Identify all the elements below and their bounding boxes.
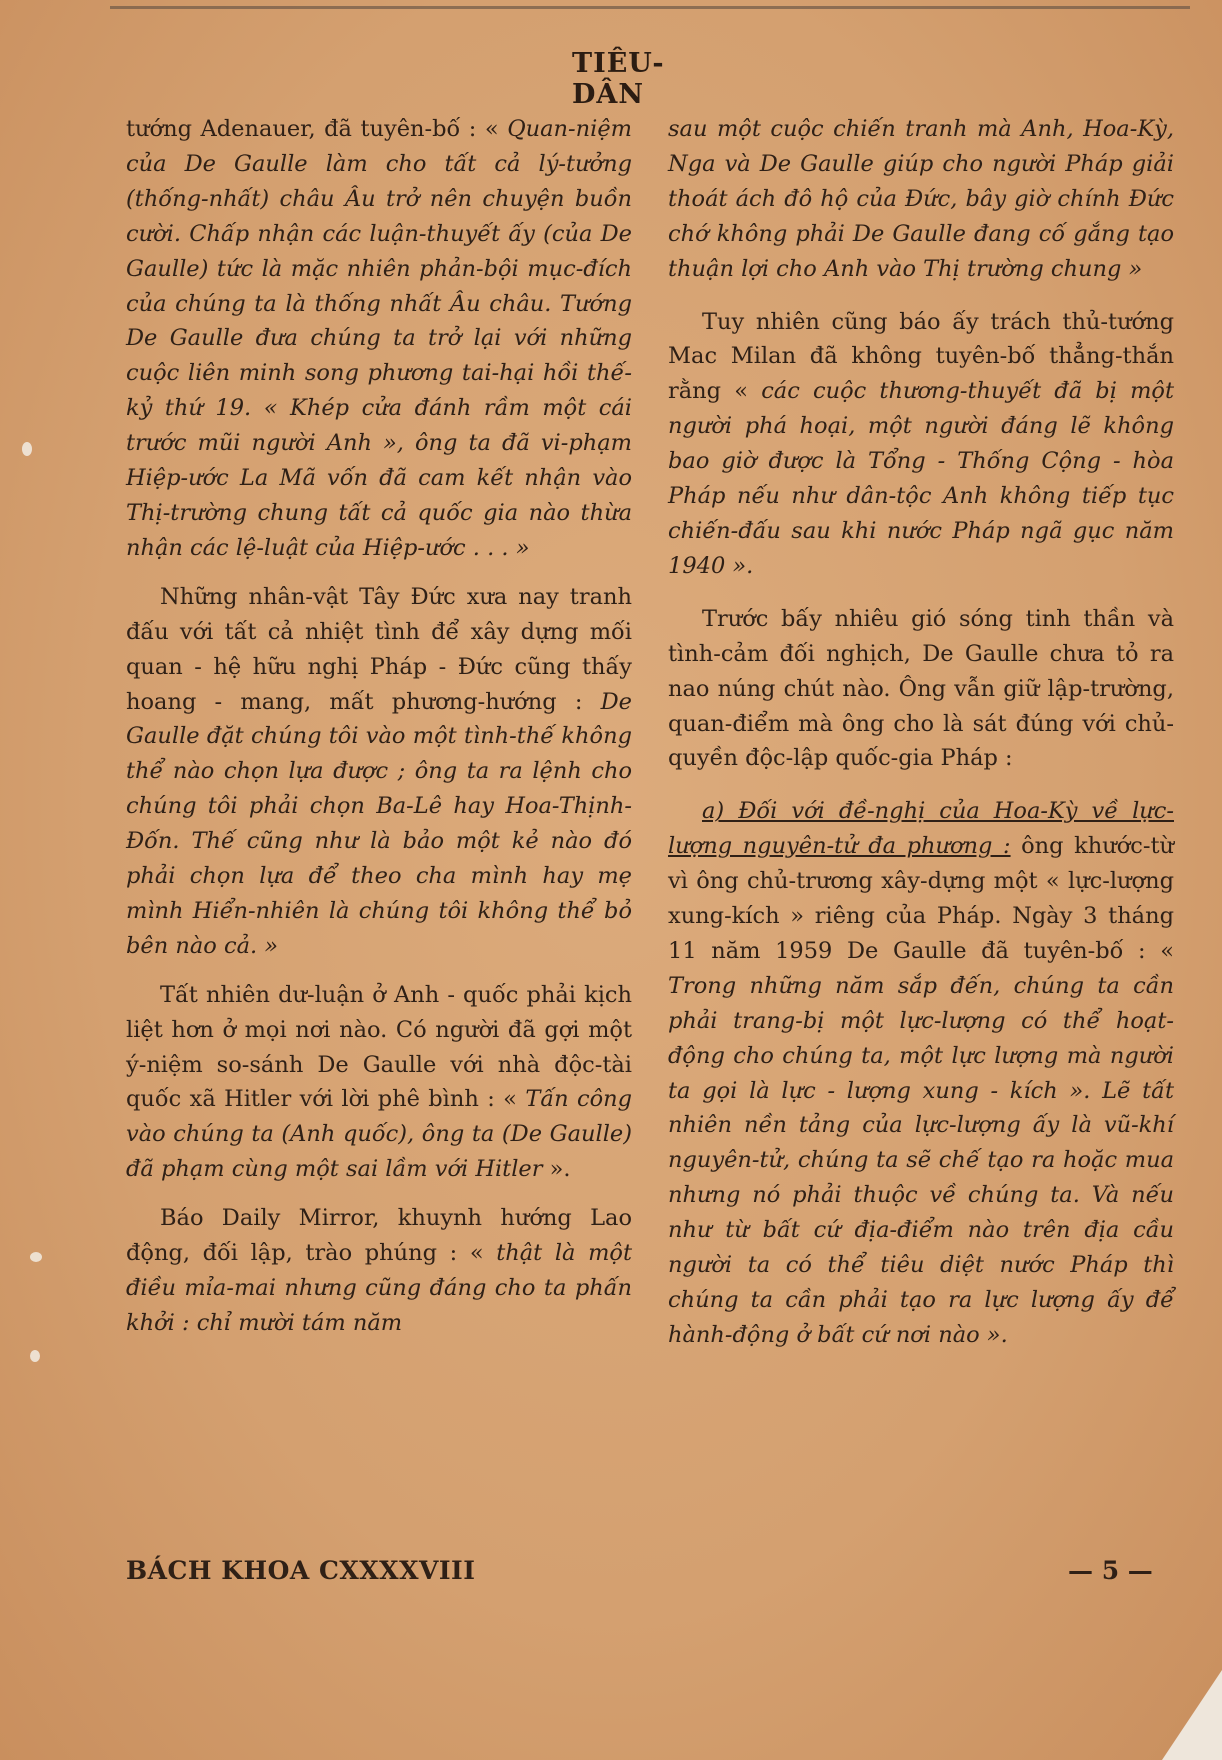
text-run: a) Đối với đề-nghị của Hoa-Kỳ về lực-lượng nguyên-tử đa phương : — [668, 798, 1174, 860]
right-paragraph-1 — [668, 112, 1174, 287]
text-run: tướng Adenauer, đã tuyên-bố : « — [126, 116, 508, 142]
text-run: Tất nhiên dư-luận ở Anh - quốc phải kịch liệt hơn ở mọi nơi nào. Có người đã gợi một ý-niệm so-sánh De Gaulle với nhà độc-tài quốc xã Hitler với lời phê bình : « — [126, 981, 632, 1113]
top-rule — [110, 6, 1190, 9]
right-column — [668, 112, 1174, 1367]
text-run: Quan-niệm của De Gaulle làm cho tất cả lý-tưởng (thống-nhất) châu Âu trở nên chuyện buồn cười. Chấp nhận các luận-thuyết ấy (của De Gaulle) tức là mặc nhiên phản-bội mục-đích của chúng ta là thống nhất Âu châu. Tướng De Gaulle đưa chúng ta trở lại với những cuộc liên minh song phương tai-hại hồi thế-kỷ thứ 19. « Khép cửa đánh rầm một cái trước mũi người Anh », ông ta đã vi-phạm Hiệp-ước La Mã vốn đã cam kết nhận vào Thị-trường chung tất cả quốc gia nào thừa nhận các lệ-luật của Hiệp-ước . . . » — [126, 116, 632, 561]
text-run: ». — [542, 1156, 571, 1183]
text-run: thật là một điều mỉa-mai nhưng cũng đáng cho ta phấn khởi : chỉ mười tám năm — [126, 1240, 632, 1336]
right-paragraph-4 — [668, 794, 1174, 1353]
text-run: Trong những năm sắp đến, chúng ta cần phải trang-bị một lực-lượng có thể hoạt-động cho chúng ta, một lực lượng mà người ta gọi là lực - lượng xung - kích ». Lẽ tất nhiên nền tảng của lực-lượng ấy là vũ-khí nguyên-tử, chúng ta sẽ chế tạo ra hoặc mua nhưng nó phải thuộc về chúng ta. Và nếu như từ bất cứ địa-điểm nào trên địa cầu người ta có thể tiêu diệt nước Pháp thì chúng ta cần phải tạo ra lực lượng ấy để hành-động ở bất cứ nơi nào ». — [668, 972, 1174, 1348]
left-paragraph-1 — [126, 112, 632, 566]
left-paragraph-3 — [126, 978, 632, 1187]
text-run: Báo Daily Mirror, khuynh hướng Lao động, đối lập, trào phúng : « — [126, 1205, 632, 1267]
text-run: ông khước-từ vì ông chủ-trương xây-dựng một « lực-lượng xung-kích » riêng của Pháp. Ngày 3 tháng 11 năm 1959 De Gaulle đã tuyên-bố : « — [668, 833, 1174, 964]
text-run: Trước bấy nhiêu gió sóng tinh thần và tình-cảm đối nghịch, De Gaulle chưa tỏ ra nao núng chút nào. Ông vẫn giữ lập-trường, quan-điểm mà ông cho là sát đúng với chủ-quyền độc-lập quốc-gia Pháp : — [668, 605, 1174, 772]
torn-corner — [1162, 1670, 1222, 1760]
publication-footer: BÁCH KHOA CXXXXVIII — [126, 1556, 476, 1585]
paper-damage-spot — [22, 442, 32, 456]
paper-damage-spot — [30, 1252, 42, 1262]
left-paragraph-2 — [126, 580, 632, 964]
page-number: — 5 — — [1068, 1556, 1153, 1585]
text-run: Những nhân-vật Tây Đức xưa nay tranh đấu với tất cả nhiệt tình để xây dựng mối quan - hệ hữu nghị Pháp - Đức cũng thấy hoang - mang, mất phương-hướng : — [126, 583, 632, 715]
running-title: TIÊU-DÂN — [572, 48, 665, 110]
paper-damage-spot — [30, 1350, 40, 1362]
text-run: Tấn công vào chúng ta (Anh quốc), ông ta (De Gaulle) đã phạm cùng một sai lầm với Hitler — [126, 1086, 633, 1183]
text-run: Tuy nhiên cũng báo ấy trách thủ-tướng Mac Milan đã không tuyên-bố thẳng-thắn rằng « — [668, 308, 1174, 405]
text-run: sau một cuộc chiến tranh mà Anh, Hoa-Kỳ, Nga và De Gaulle giúp cho người Pháp giải thoát ách đô hộ của Đức, bây giờ chính Đức chớ không phải De Gaulle đang cố gắng tạo thuận lợi cho Anh vào Thị trường chung » — [668, 116, 1174, 282]
text-run: De Gaulle đặt chúng tôi vào một tình-thế không thể nào chọn lựa được ; ông ta ra lệnh cho chúng tôi phải chọn Ba-Lê hay Hoa-Thịnh-Đốn. Thế cũng như là bảo một kẻ nào đó phải chọn lựa để theo cha mình hay mẹ mình Hiển-nhiên là chúng tôi không thể bỏ bên nào cả. » — [126, 688, 632, 959]
left-column — [126, 112, 632, 1355]
text-run: các cuộc thương-thuyết đã bị một người phá hoại, một người đáng lẽ không bao giờ được là Tổng - Thống Cộng - hòa Pháp nếu như dân-tộc Anh không tiếp tục chiến-đấu sau khi nước Pháp ngã gục năm 1940 ». — [668, 378, 1174, 579]
right-paragraph-2 — [668, 305, 1174, 584]
left-paragraph-4 — [126, 1201, 632, 1341]
right-paragraph-3 — [668, 602, 1174, 777]
